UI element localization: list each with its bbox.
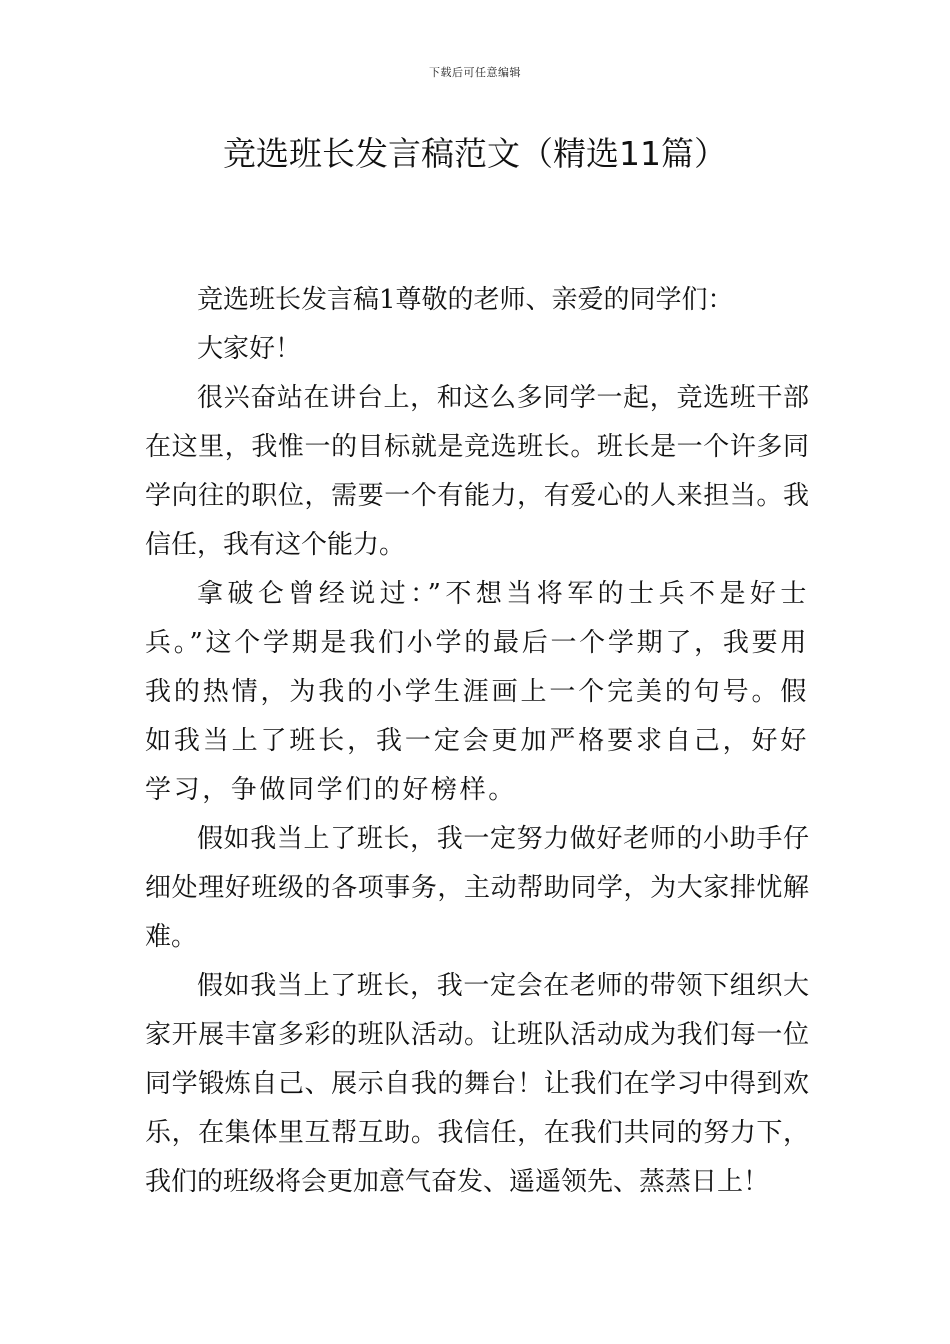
paragraph-greeting-line: 竞选班长发言稿1尊敬的老师、亲爱的同学们： bbox=[197, 285, 734, 315]
paragraph-helper: 假如我当上了班长，我一定努力做好老师的小助手仔细处理好班级的各项事务，主动帮助同学，为大家排忧解难。 bbox=[145, 824, 809, 952]
header-note: 下载后可任意编辑 bbox=[429, 66, 521, 79]
paragraph-activities: 假如我当上了班长，我一定会在老师的带领下组织大家开展丰富多彩的班队活动。让班队活动成为我们每一位同学锻炼自己、展示自我的舞台！让我们在学习中得到欢乐，在集体里互帮互助。我信任，在我们共同的努力下，我们的班级将会更加意气奋发、遥遥领先、蒸蒸日上！ bbox=[145, 971, 809, 1197]
paragraph-hello: 大家好！ bbox=[197, 334, 302, 364]
paragraph-napoleon-quote: 拿破仑曾经说过：”不想当将军的士兵不是好士兵。”这个学期是我们小学的最后一个学期了，我要用我的热情，为我的小学生涯画上一个完美的句号。假如我当上了班长，我一定会更加严格要求自己，好好学习，争做同学们的好榜样。 bbox=[145, 579, 809, 805]
document-title: 竞选班长发言稿范文（精选11篇） bbox=[223, 134, 727, 173]
paragraph-intro: 很兴奋站在讲台上，和这么多同学一起，竞选班干部在这里，我惟一的目标就是竞选班长。班长是一个许多同学向往的职位，需要一个有能力，有爱心的人来担当。我信任，我有这个能力。 bbox=[145, 383, 809, 560]
document-body bbox=[145, 276, 809, 1207]
